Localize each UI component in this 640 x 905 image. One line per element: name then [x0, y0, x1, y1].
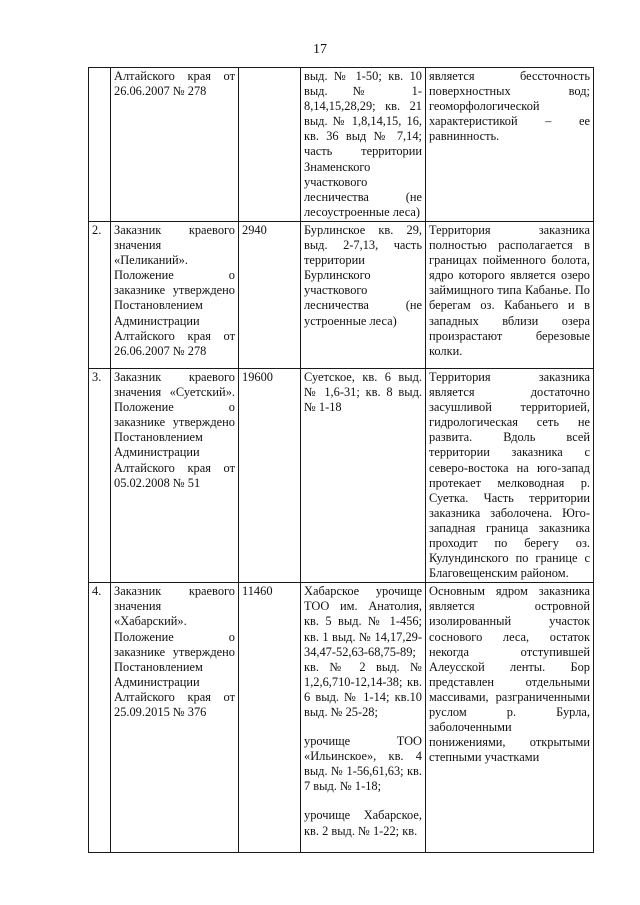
location-part: урочище ТОО «Ильинское», кв. 4 выд. № 1-56,61,63; кв. 7 выд. № 1-18; — [304, 734, 422, 794]
spacer — [304, 794, 422, 808]
reserve-name: Заказник краевого значения «Хабарский». Положение о заказнике утверждено Постановлением Администрации Алтайского края от 25.09.2015 № 376 — [111, 583, 239, 853]
reserve-name: Заказник краевого значения «Пеликаний». Положение о заказнике утверждено Постановлением Администрации Алтайского края от 26.06.2007 № 278 — [111, 221, 239, 368]
spacer — [304, 720, 422, 734]
reserve-location — [301, 221, 426, 368]
reserve-area: 11460 — [239, 583, 301, 853]
table-row — [89, 68, 594, 222]
table-row — [89, 583, 594, 853]
reserve-area: 19600 — [239, 368, 301, 582]
reserve-area: 2940 — [239, 221, 301, 368]
reserve-description: Территория заказника полностью располагается в границах пойменного болота, ядро которого является озеро займищного типа Кабанье. По берегам оз. Кабаньего и в западных вблизи озера произрастают березовые колки. — [426, 221, 594, 368]
location-part: Суетское, кв. 6 выд. № 1,6-31; кв. 8 выд. № 1-18 — [304, 369, 422, 415]
table-row — [89, 221, 594, 368]
location-part: урочище Хабарское, кв. 2 выд. № 1-22; кв. — [304, 808, 422, 838]
location-part: выд. № 1-50; кв. 10 выд. № 1-8,14,15,28,29; кв. 21 выд. № 1,8,14,15, 16, кв. 36 выд № 7,14; часть территории Знаменского участкового лесничества (не лесоустроенные леса) — [304, 69, 422, 219]
reserve-location — [301, 368, 426, 582]
row-number: 2. — [89, 221, 111, 368]
page-number: 17 — [313, 42, 327, 57]
location-part: Бурлинское кв. 29, выд. 2-7,13, часть территории Бурлинского участкового лесничества (не устроенные леса) — [304, 222, 422, 328]
reserve-description: Основным ядром заказника является островной изолированный участок соснового леса, остаток некогда отступившей Алеусской ленты. Бор представлен отдельными массивами, разграниченными руслом р. Бурла, заболоченными понижениями, открытыми степными участками — [426, 583, 594, 853]
reserve-location — [301, 583, 426, 853]
reserve-area — [239, 68, 301, 222]
reserve-name: Заказник краевого значения «Суетский». Положение о заказнике утверждено Постановлением Администрации Алтайского края от 05.02.2008 № 51 — [111, 368, 239, 582]
table-row — [89, 368, 594, 582]
reserve-description: является бессточность поверхностных вод; геоморфологической характеристикой – ее равнинность. — [426, 68, 594, 222]
reserve-location — [301, 68, 426, 222]
row-number: 3. — [89, 368, 111, 582]
reserves-table — [88, 67, 594, 853]
row-number: 4. — [89, 583, 111, 853]
reserve-description: Территория заказника является достаточно засушливой территорией, гидрологическая сеть не развита. Вдоль всей территории заказника с северо-востока на юго-запад протекает мелководная р. Суетка. Часть территории заказника заболочена. Юго-западная граница заказника проходит по берегу оз. Кулундинского по границе с Благовещенским районом. — [426, 368, 594, 582]
row-number — [89, 68, 111, 222]
reserve-name: Алтайского края от 26.06.2007 № 278 — [111, 68, 239, 222]
location-part: Хабарское урочище ТОО им. Анатолия, кв. 5 выд. № 1-456; кв. 1 выд. № 14,17,29-34,47-52,63-68,75-89; кв. № 2 выд. № 1,2,6,710-12,14-38; кв. 6 выд. № 1-14; кв.10 выд. № 25-28; — [304, 584, 422, 719]
